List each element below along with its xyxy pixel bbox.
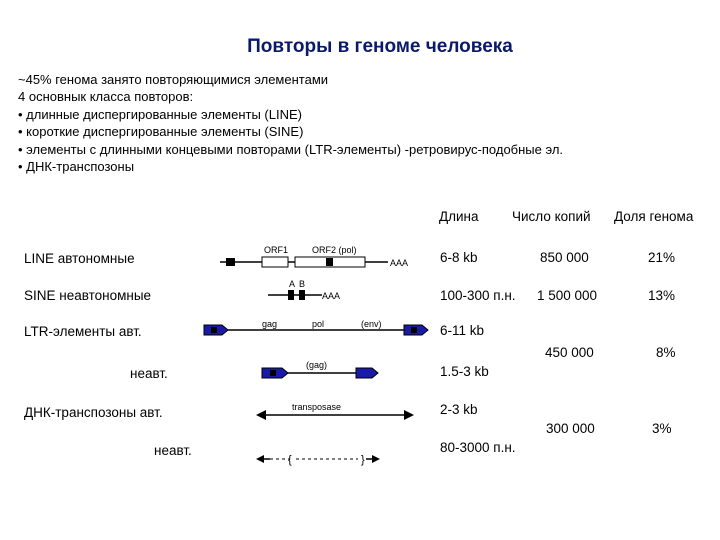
line-polya-label: AAA bbox=[390, 258, 409, 268]
row-label-ltr-nonauto: неавт. bbox=[130, 366, 168, 381]
env-label: (env) bbox=[361, 319, 382, 329]
sine-box-b bbox=[299, 290, 305, 300]
intro-line: • короткие диспергированные элементы (SINE) bbox=[18, 124, 304, 140]
share-line: 21% bbox=[648, 250, 676, 265]
length-ltr-auto: 6-11 kb bbox=[440, 323, 485, 338]
share-ltr: 8% bbox=[656, 345, 676, 360]
dna-nonauto-right-arrow bbox=[372, 455, 380, 463]
length-ltr-nonauto: 1.5-3 kb bbox=[440, 364, 489, 379]
orf1-label: ORF1 bbox=[264, 245, 289, 255]
copies-ltr: 450 000 bbox=[545, 345, 594, 360]
ltr-nonauto-left-mark bbox=[270, 370, 276, 376]
pol-label: pol bbox=[312, 319, 325, 329]
dna-nonauto-left-arrow bbox=[256, 455, 264, 463]
length-line: 6-8 kb bbox=[440, 250, 478, 265]
dna-nonauto-diagram bbox=[256, 454, 380, 466]
length-dna-nonauto: 80-3000 п.н. bbox=[440, 440, 516, 455]
line-promoter-box bbox=[226, 258, 235, 266]
row-label-dna-nonauto: неавт. bbox=[154, 443, 192, 458]
sine-element-diagram bbox=[268, 279, 340, 301]
intro-line: • длинные диспергированные элементы (LINE) bbox=[18, 106, 302, 122]
ltr-right-mark bbox=[411, 327, 417, 333]
intro-line: • ДНК-транспозоны bbox=[18, 159, 135, 175]
ltr-nonauto-diagram bbox=[262, 360, 378, 378]
row-label-dna: ДНК-транспозоны авт. bbox=[24, 405, 163, 420]
length-dna-auto: 2-3 kb bbox=[440, 402, 478, 417]
gag-label: gag bbox=[262, 319, 278, 329]
orf2-label: ORF2 (pol) bbox=[312, 245, 357, 255]
header-copies: Число копий bbox=[512, 209, 591, 224]
copies-line: 850 000 bbox=[540, 250, 589, 265]
sine-box-a bbox=[288, 290, 294, 300]
sine-polya-label: AAA bbox=[322, 291, 341, 301]
sine-b-label: B bbox=[299, 279, 306, 289]
share-sine: 13% bbox=[648, 288, 676, 303]
length-sine: 100-300 п.н. bbox=[440, 288, 516, 303]
copies-dna: 300 000 bbox=[546, 421, 595, 436]
sine-a-label: A bbox=[289, 279, 296, 289]
transposase-label: transposase bbox=[292, 402, 342, 412]
orf1-box bbox=[262, 257, 288, 267]
row-label-sine: SINE неавтономные bbox=[24, 288, 152, 303]
header-length: Длина bbox=[439, 209, 479, 224]
dna-right-arrow bbox=[404, 410, 414, 420]
ltr-nonauto-right-box bbox=[356, 368, 378, 378]
gag-paren-label: (gag) bbox=[306, 360, 328, 370]
page-title: Повторы в геноме человека bbox=[247, 36, 513, 57]
intro-line: 4 основнык класса повторов: bbox=[18, 89, 194, 105]
dna-nonauto-bracket-left: { bbox=[288, 454, 292, 466]
dna-auto-diagram bbox=[256, 402, 414, 420]
row-label-ltr: LTR-элементы авт. bbox=[24, 324, 142, 339]
copies-sine: 1 500 000 bbox=[537, 288, 598, 303]
intro-line: ~45% генома занято повторяющимися элементами bbox=[18, 72, 329, 87]
dna-nonauto-bracket-right: } bbox=[361, 454, 365, 466]
ltr-auto-diagram bbox=[204, 319, 428, 335]
header-share: Доля генома bbox=[614, 209, 694, 224]
ltr-left-mark bbox=[211, 327, 217, 333]
line-element-diagram bbox=[220, 245, 408, 268]
share-dna: 3% bbox=[652, 421, 672, 436]
orf2-mark bbox=[326, 258, 333, 266]
row-label-line: LINE автономные bbox=[24, 251, 135, 266]
dna-left-arrow bbox=[256, 410, 266, 420]
intro-line: • элементы с длинными концевыми повторами (LTR-элементы) -ретровирус-подобные эл. bbox=[18, 141, 564, 157]
